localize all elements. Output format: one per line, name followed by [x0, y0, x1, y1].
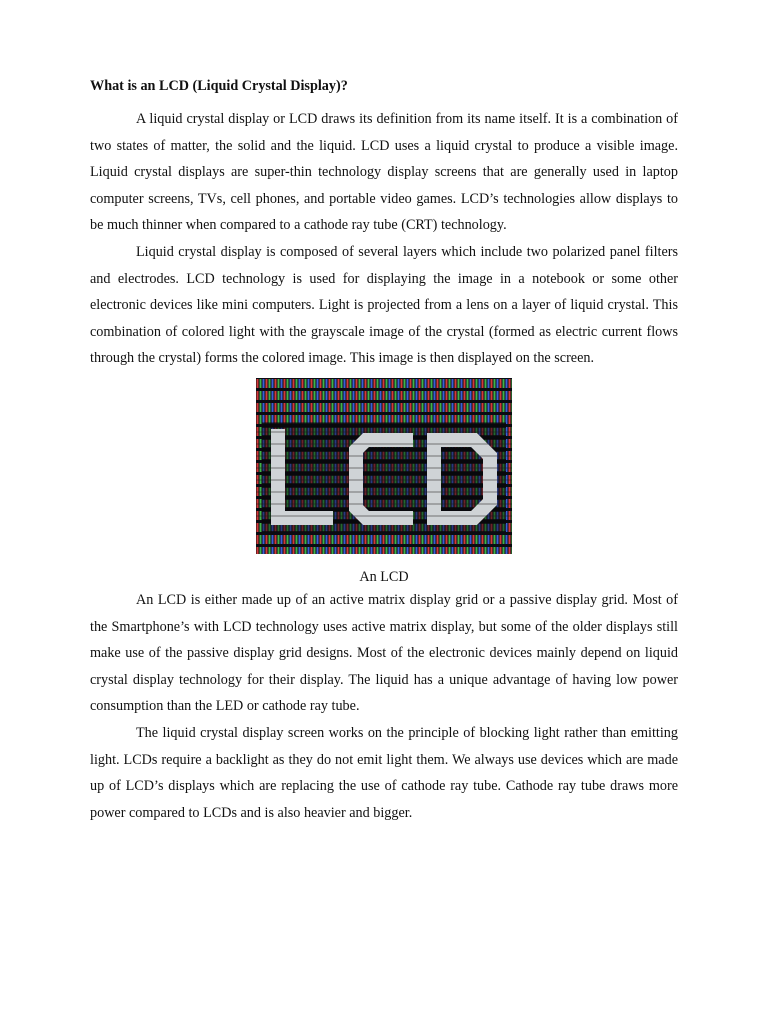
document-heading: What is an LCD (Liquid Crystal Display)? — [90, 78, 348, 94]
document-body — [90, 76, 678, 826]
paragraph-3: An LCD is either made up of an active matrix display grid or a passive display grid. Most of the Smartphone’s with LCD technology uses active matrix display, but some of the older displays still make use of the passive display grid designs. Most of the electronic devices mainly depend on liquid crystal display technology for their display. The liquid has a unique advantage of having low power consumption than the LED or cathode ray tube. — [90, 591, 678, 715]
paragraph-1: A liquid crystal display or LCD draws its definition from its name itself. It is a combination of two states of matter, the solid and the liquid. LCD uses a liquid crystal to produce a visible image. Liquid crystal displays are super-thin technology display screens that are generally used in laptop computer screens, TVs, cell phones, and portable video games. LCD’s technologies allow displays to be much thinner when compared to a cathode ray tube (CRT) technology. — [90, 111, 678, 234]
lcd-closeup-image — [256, 378, 512, 554]
paragraph-4: The liquid crystal display screen works on the principle of blocking light rather than emitting light. LCDs require a backlight as they do not emit light them. We always use devices which are made up of LCD’s displays which are replacing the use of cathode ray tube. Cathode ray tube draws more power compared to LCDs and is also heavier and bigger. — [90, 724, 678, 821]
lcd-figure — [90, 378, 678, 587]
paragraph-2: Liquid crystal display is composed of several layers which include two polarized panel filters and electrodes. LCD technology is used for displaying the image in a notebook or some other electronic devices like mini computers. Light is projected from a lens on a layer of liquid crystal. This combination of colored light with the grayscale image of the crystal (formed as electric current flows through the crystal) forms the colored image. This image is then displayed on the screen. — [90, 243, 678, 367]
figure-caption: An LCD — [359, 568, 409, 585]
